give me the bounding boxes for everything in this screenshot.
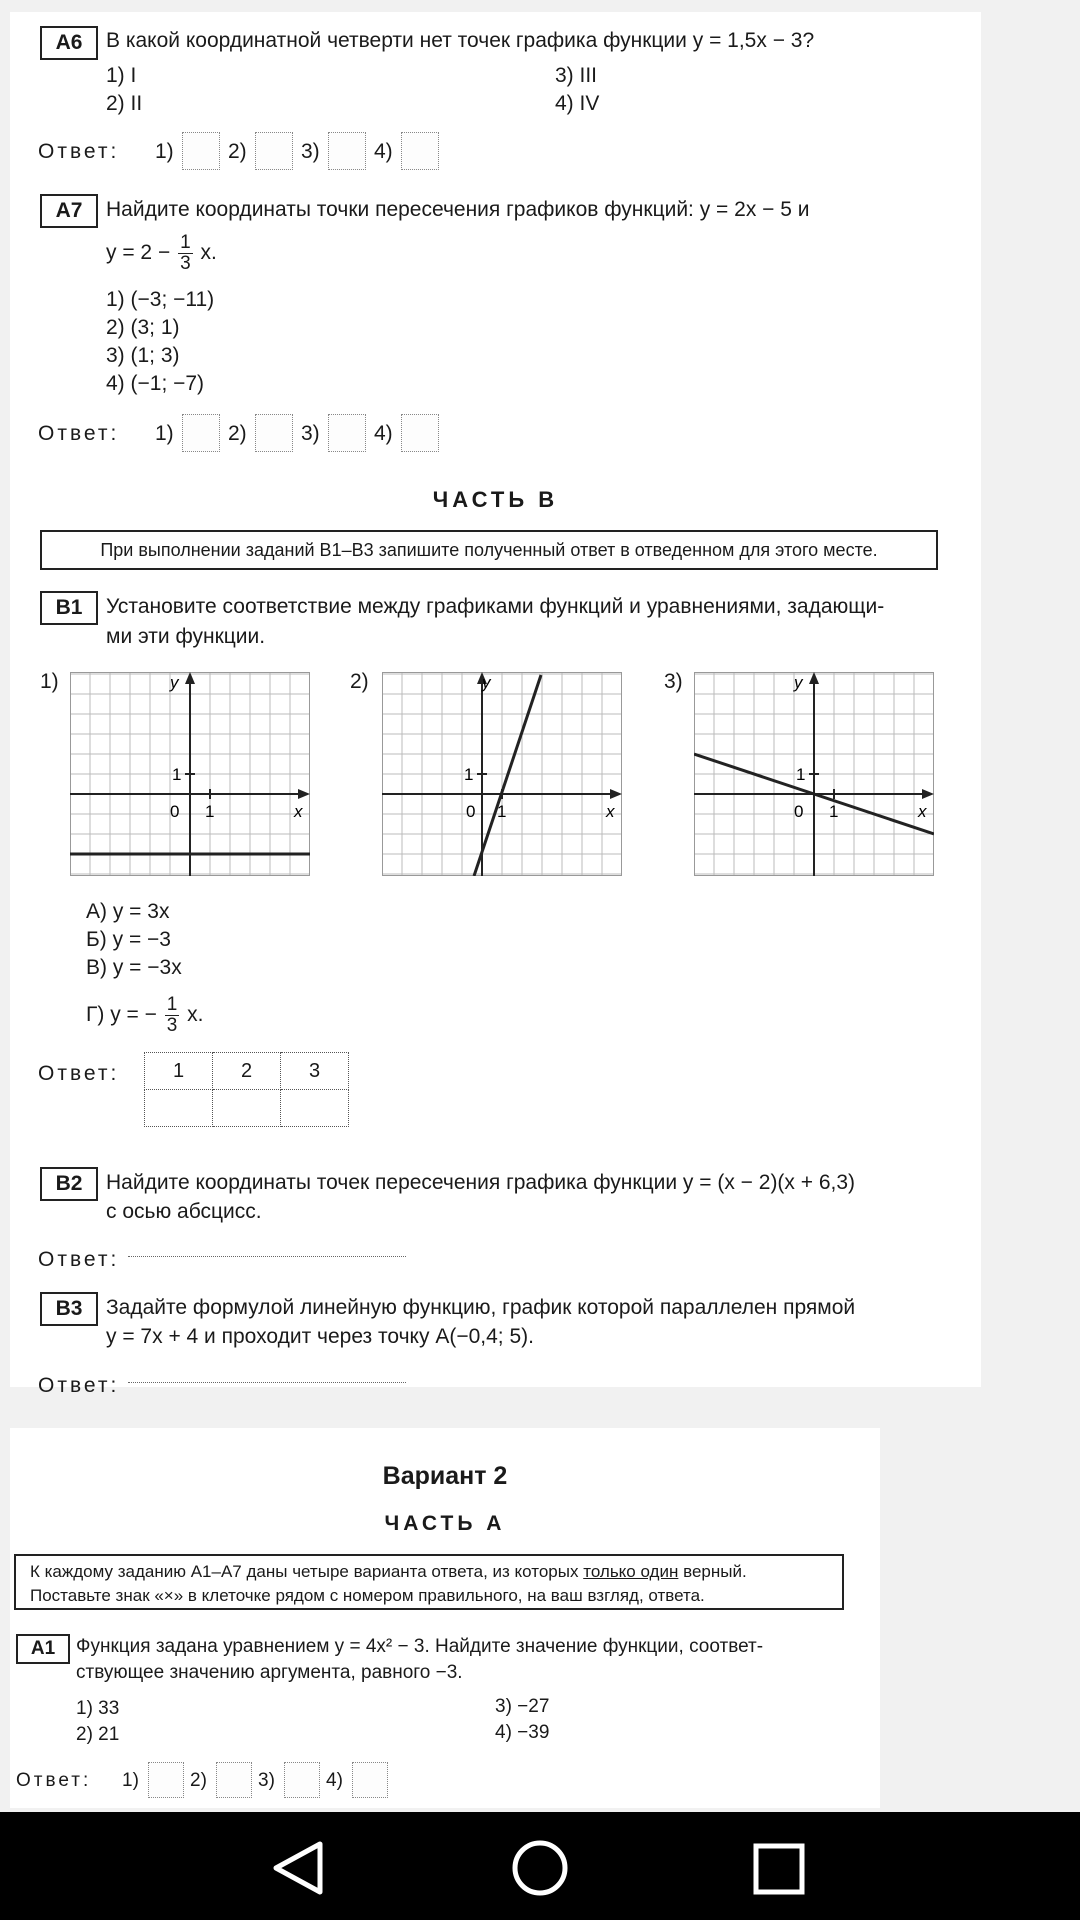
- task-a7-option-4: 4) (−1; −7): [106, 372, 205, 395]
- answer-table-cell-3[interactable]: [281, 1090, 349, 1127]
- instructions-line1-post: верный.: [683, 1562, 747, 1581]
- answer-box-label-1: 1): [122, 1770, 139, 1791]
- answer-label: Ответ:: [38, 1062, 120, 1085]
- graph-3-number: 3): [664, 670, 683, 693]
- x-axis-label: x: [918, 802, 927, 821]
- task-a7-option-2: 2) (3; 1): [106, 316, 180, 339]
- answer-box-label-2: 2): [190, 1770, 207, 1791]
- y-one-label: 1: [464, 765, 474, 784]
- task-b3-question-line1: Задайте формулой линейную функцию, график которой параллелен прямой: [106, 1296, 856, 1319]
- task-a1-option-2: 2) 21: [76, 1724, 120, 1745]
- x-axis-label: x: [294, 802, 303, 821]
- answer-checkbox-3[interactable]: [284, 1762, 320, 1798]
- part-b-instructions: При выполнении заданий В1–В3 запишите полученный ответ в отведенном для этого месте.: [40, 530, 938, 570]
- answer-box-label-1: 1): [155, 140, 174, 163]
- task-a1-option-1: 1) 33: [76, 1698, 120, 1719]
- task-b1-tag: В1: [40, 591, 98, 625]
- task-b1-option-a: А) y = 3x: [86, 900, 170, 923]
- task-a7-tag: А7: [40, 194, 98, 228]
- task-b2-question-line1: Найдите координаты точек пересечения графика функции y = (x − 2)(x + 6,3): [106, 1171, 856, 1194]
- answer-checkbox-3[interactable]: [328, 414, 366, 452]
- y-axis-label: y: [482, 673, 491, 692]
- fraction-numerator: 1: [180, 231, 191, 253]
- back-icon[interactable]: [268, 1840, 328, 1896]
- option-g-suffix: x.: [187, 1003, 204, 1026]
- answer-box-label-3: 3): [301, 140, 320, 163]
- x-one-label: 1: [829, 802, 839, 821]
- answer-checkbox-2[interactable]: [216, 1762, 252, 1798]
- graph-2: [382, 672, 622, 876]
- x-one-label: 1: [205, 802, 215, 821]
- y-one-label: 1: [172, 765, 182, 784]
- task-a1-tag: А1: [16, 1634, 70, 1664]
- origin-label: 0: [170, 802, 180, 821]
- task-a7-eq-prefix: y = 2 −: [106, 241, 171, 264]
- y-axis-label: y: [794, 673, 803, 692]
- task-a6-option-2: 2) II: [106, 92, 143, 115]
- fraction: [178, 233, 193, 274]
- task-a6-tag: А6: [40, 26, 98, 60]
- option-g-prefix: Г) y = −: [86, 1003, 157, 1026]
- task-b1-question-line1: Установите соответствие между графиками функций и уравнениями, задающи-: [106, 595, 885, 618]
- worksheet-page-2: [10, 1428, 880, 1808]
- b1-answer-table: [144, 1052, 349, 1127]
- task-b3-tag: В3: [40, 1292, 98, 1326]
- task-b1-option-g: [86, 990, 204, 1040]
- x-axis-arrow: [610, 789, 622, 799]
- graph-1-number: 1): [40, 670, 59, 693]
- task-b2-tag: В2: [40, 1167, 98, 1201]
- task-a1-option-3: 3) −27: [495, 1696, 550, 1717]
- b2-answer-line[interactable]: [128, 1255, 406, 1257]
- x-axis-arrow: [298, 789, 310, 799]
- fraction-denominator: 3: [166, 1014, 178, 1036]
- answer-box-label-4: 4): [374, 422, 393, 445]
- task-b2-question-line2: с осью абсцисс.: [106, 1200, 262, 1223]
- answer-checkbox-4[interactable]: [352, 1762, 388, 1798]
- answer-box-label-4: 4): [326, 1770, 343, 1791]
- grid: [382, 672, 622, 876]
- answer-checkbox-3[interactable]: [328, 132, 366, 170]
- graph-3: [694, 672, 934, 876]
- answer-label: Ответ:: [38, 422, 120, 445]
- part-a-instructions: [14, 1554, 844, 1610]
- fraction-denominator: 3: [180, 252, 191, 274]
- answer-checkbox-1[interactable]: [148, 1762, 184, 1798]
- part-b-title: ЧАСТЬ В: [432, 487, 559, 512]
- answer-table-header-3: 3: [281, 1053, 349, 1090]
- b3-answer-line[interactable]: [128, 1381, 406, 1383]
- answer-label: Ответ:: [38, 140, 120, 163]
- answer-checkbox-1[interactable]: [182, 414, 220, 452]
- answer-box-label-2: 2): [228, 422, 247, 445]
- task-b1-option-b: Б) y = −3: [86, 928, 171, 951]
- task-a6-option-1: 1) I: [106, 64, 137, 87]
- answer-checkbox-2[interactable]: [255, 132, 293, 170]
- instructions-line1-underlined: только один: [583, 1562, 679, 1581]
- fraction-numerator: 1: [166, 993, 178, 1015]
- task-a7-equation: [106, 228, 217, 278]
- answer-checkbox-4[interactable]: [401, 132, 439, 170]
- recents-icon[interactable]: [752, 1842, 806, 1896]
- x-axis-arrow: [922, 789, 934, 799]
- part-a-title: ЧАСТЬ А: [384, 1512, 506, 1535]
- answer-checkbox-1[interactable]: [182, 132, 220, 170]
- function-line: [474, 675, 541, 876]
- android-nav-bar: [0, 1812, 1080, 1920]
- task-a7-eq-suffix: x.: [200, 241, 217, 264]
- task-a1-question-line2: ствующее значению аргумента, равного −3.: [76, 1662, 463, 1683]
- x-axis-label: x: [606, 802, 615, 821]
- answer-table-cell-2[interactable]: [213, 1090, 281, 1127]
- variant-title: Вариант 2: [382, 1462, 508, 1490]
- task-a6-question: В какой координатной четверти нет точек графика функции y = 1,5x − 3?: [106, 29, 815, 52]
- instructions-line2: Поставьте знак «×» в клеточке рядом с номером правильного, на ваш взгляд, ответа.: [30, 1586, 705, 1605]
- answer-box-label-3: 3): [301, 422, 320, 445]
- instructions-line1-pre: К каждому заданию А1–А7 даны четыре варианта ответа, из которых: [30, 1562, 579, 1581]
- task-b3-question-line2: y = 7x + 4 и проходит через точку A(−0,4; 5).: [106, 1325, 534, 1348]
- answer-label: Ответ:: [38, 1248, 120, 1271]
- answer-checkbox-2[interactable]: [255, 414, 293, 452]
- task-a6-option-3: 3) III: [555, 64, 598, 87]
- task-b1-question-line2: ми эти функции.: [106, 625, 266, 648]
- answer-table-header-2: 2: [213, 1053, 281, 1090]
- answer-table-cell-1[interactable]: [145, 1090, 213, 1127]
- answer-box-label-3: 3): [258, 1770, 275, 1791]
- y-axis-label: y: [170, 673, 179, 692]
- task-a6-option-4: 4) IV: [555, 92, 600, 115]
- graph-1: [70, 672, 310, 876]
- answer-label: Ответ:: [38, 1374, 120, 1397]
- answer-label: Ответ:: [16, 1770, 92, 1791]
- task-b1-option-v: В) y = −3x: [86, 956, 182, 979]
- task-a7-question: Найдите координаты точки пересечения графиков функций: y = 2x − 5 и: [106, 198, 810, 221]
- worksheet-page-1: [10, 12, 981, 1397]
- instructions-line1: [30, 1560, 842, 1584]
- fraction: [165, 995, 180, 1036]
- task-a1-option-4: 4) −39: [495, 1722, 550, 1743]
- answer-table-header-1: 1: [145, 1053, 213, 1090]
- x-one-label: 1: [497, 802, 507, 821]
- answer-checkbox-4[interactable]: [401, 414, 439, 452]
- origin-label: 0: [466, 802, 476, 821]
- y-one-label: 1: [796, 765, 806, 784]
- task-a1-question-line1: Функция задана уравнением y = 4x² − 3. Найдите значение функции, соответ-: [76, 1636, 764, 1657]
- answer-box-label-1: 1): [155, 422, 174, 445]
- graph-2-number: 2): [350, 670, 369, 693]
- answer-box-label-4: 4): [374, 140, 393, 163]
- answer-box-label-2: 2): [228, 140, 247, 163]
- home-icon[interactable]: [510, 1838, 570, 1898]
- task-a7-option-1: 1) (−3; −11): [106, 288, 215, 311]
- task-a7-option-3: 3) (1; 3): [106, 344, 180, 367]
- origin-label: 0: [794, 802, 804, 821]
